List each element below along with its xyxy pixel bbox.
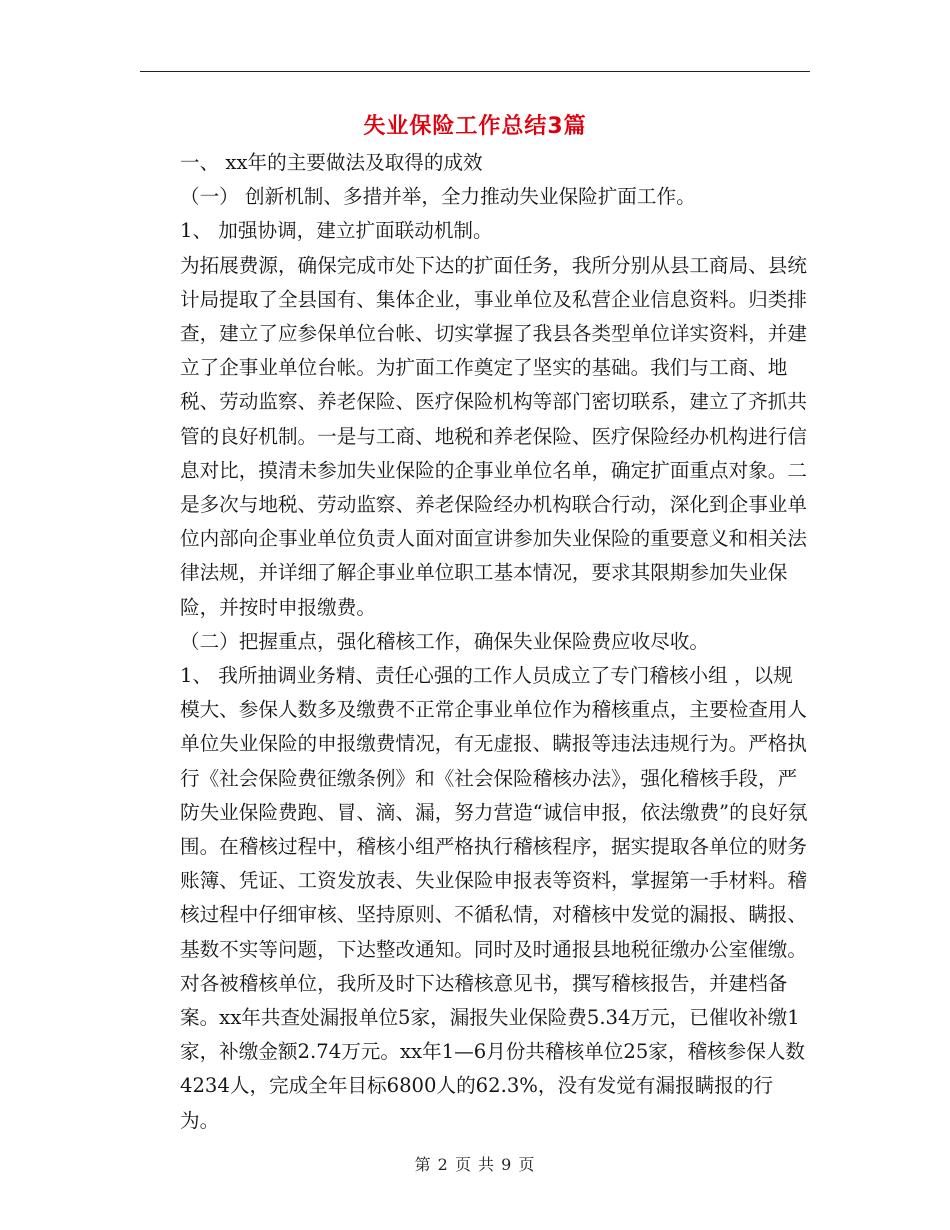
document-title: 失业保险工作总结3篇 [363,114,587,139]
body-paragraph: 1、 我所抽调业务精、责任心强的工作人员成立了专门稽核小组 ，以规模大、参保人数多及缴费不正常企事业单位作为稽核重点，主要检查用人单位失业保险的申报缴费情况，有无虚报、瞒报等违法违规行为。严格执行《社会保险费征缴条例》和《社会保险稽核办法》，强化稽核手段，严防失业保险费跑、冒、滴、漏，努力营造“诚信申报，依法缴费”的良好氛围。在稽核过程中，稽核小组严格执行稽核程序，据实提取各单位的财务账簿、凭证、工资发放表、失业保险申报表等资料，掌握第一手材料。稽核过程中仔细审核、坚持原则、不循私情，对稽核中发觉的漏报、瞒报、基数不实等问题，下达整改通知。同时及时通报县地税征缴办公室催缴。对各被稽核单位，我所及时下达稽核意见书，撰写稽核报告，并建档备案。xx年共查处漏报单位5家，漏报失业保险费5.34万元，已催收补缴1家，补缴金额2.74万元。xx年1—6月份共稽核单位25家，稽核参保人数4234人，完成全年目标6800人的62.3%，没有发觉有漏报瞒报的行为。 [180,664,808,1132]
subsection-heading: （一） 创新机制、多措并举，全力推动失业保险扩面工作。 [180,185,696,209]
item-heading: 1、 加强协调，建立扩面联动机制。 [180,219,493,243]
subsection-heading: （二）把握重点，强化稽核工作，确保失业保险费应收尽收。 [180,629,710,653]
header-rule [140,71,810,72]
body-paragraph: 为拓展费源，确保完成市处下达的扩面任务，我所分别从县工商局、县统计局提取了全县国有、集体企业，事业单位及私营企业信息资料。归类排查，建立了应参保单位台帐、切实掌握了我县各类型单位详实资料，并建立了企事业单位台帐。为扩面工作奠定了坚实的基础。我们与工商、地税、劳动监察、养老保险、医疗保险机构等部门密切联系，建立了齐抓共管的良好机制。一是与工商、地税和养老保险、医疗保险经办机构进行信息对比，摸清未参加失业保险的企事业单位名单，确定扩面重点对象。二是多次与地税、劳动监察、养老保险经办机构联合行动，深化到企事业单位内部向企事业单位负责人面对面宣讲参加失业保险的重要意义和相关法律法规，并详细了解企事业单位职工基本情况，要求其限期参加失业保险，并按时申报缴费。 [180,253,807,619]
section-heading: 一、 xx年的主要做法及取得的成效 [180,151,483,174]
page-number: 第 2 页 共 9 页 [414,1155,536,1174]
document-body [140,146,812,1138]
